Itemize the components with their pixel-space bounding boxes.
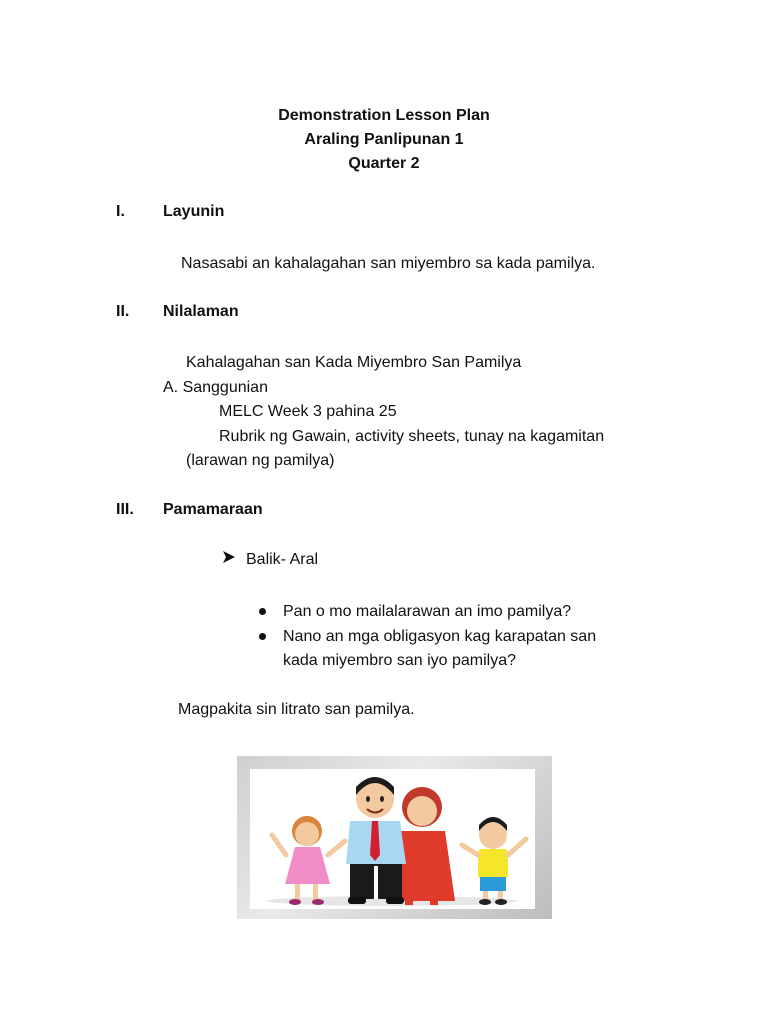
doc-title: Demonstration Lesson Plan bbox=[278, 107, 490, 124]
layunin-text: Nasasabi an kahalagahan san miyembro sa kada pamilya. bbox=[181, 255, 596, 272]
section-number-1: I. bbox=[116, 203, 125, 220]
bullet-question-2: Nano an mga obligasyon kag karapatan san bbox=[283, 628, 597, 645]
family-photo bbox=[237, 756, 552, 919]
doc-quarter: Quarter 2 bbox=[348, 155, 420, 172]
section-title-layunin: Layunin bbox=[163, 203, 225, 220]
section-number-2: II. bbox=[116, 303, 130, 320]
family-illustration bbox=[250, 769, 535, 909]
section-title-pamamaraan: Pamamaraan bbox=[163, 501, 263, 518]
balik-aral-item: Balik- Aral bbox=[246, 551, 319, 568]
bullet-icon bbox=[259, 608, 266, 615]
reference-2-continued: (larawan ng pamilya) bbox=[186, 452, 335, 469]
reference-2: Rubrik ng Gawain, activity sheets, tunay na kagamitan bbox=[219, 428, 605, 445]
nilalaman-topic: Kahalagahan san Kada Miyembro San Pamilya bbox=[186, 354, 522, 371]
bullet-question-1: Pan o mo mailalarawan an imo pamilya? bbox=[283, 603, 572, 620]
sanggunian-label: A. Sanggunian bbox=[163, 379, 268, 396]
bullet-question-2-continued: kada miyembro san iyo pamilya? bbox=[283, 652, 516, 669]
doc-subject: Araling Panlipunan 1 bbox=[304, 131, 464, 148]
arrow-right-icon bbox=[222, 550, 236, 568]
section-title-nilalaman: Nilalaman bbox=[163, 303, 239, 320]
photo-instruction: Magpakita sin litrato san pamilya. bbox=[178, 701, 415, 718]
reference-1: MELC Week 3 pahina 25 bbox=[219, 403, 397, 420]
bullet-icon bbox=[259, 633, 266, 640]
section-number-3: III. bbox=[116, 501, 134, 518]
